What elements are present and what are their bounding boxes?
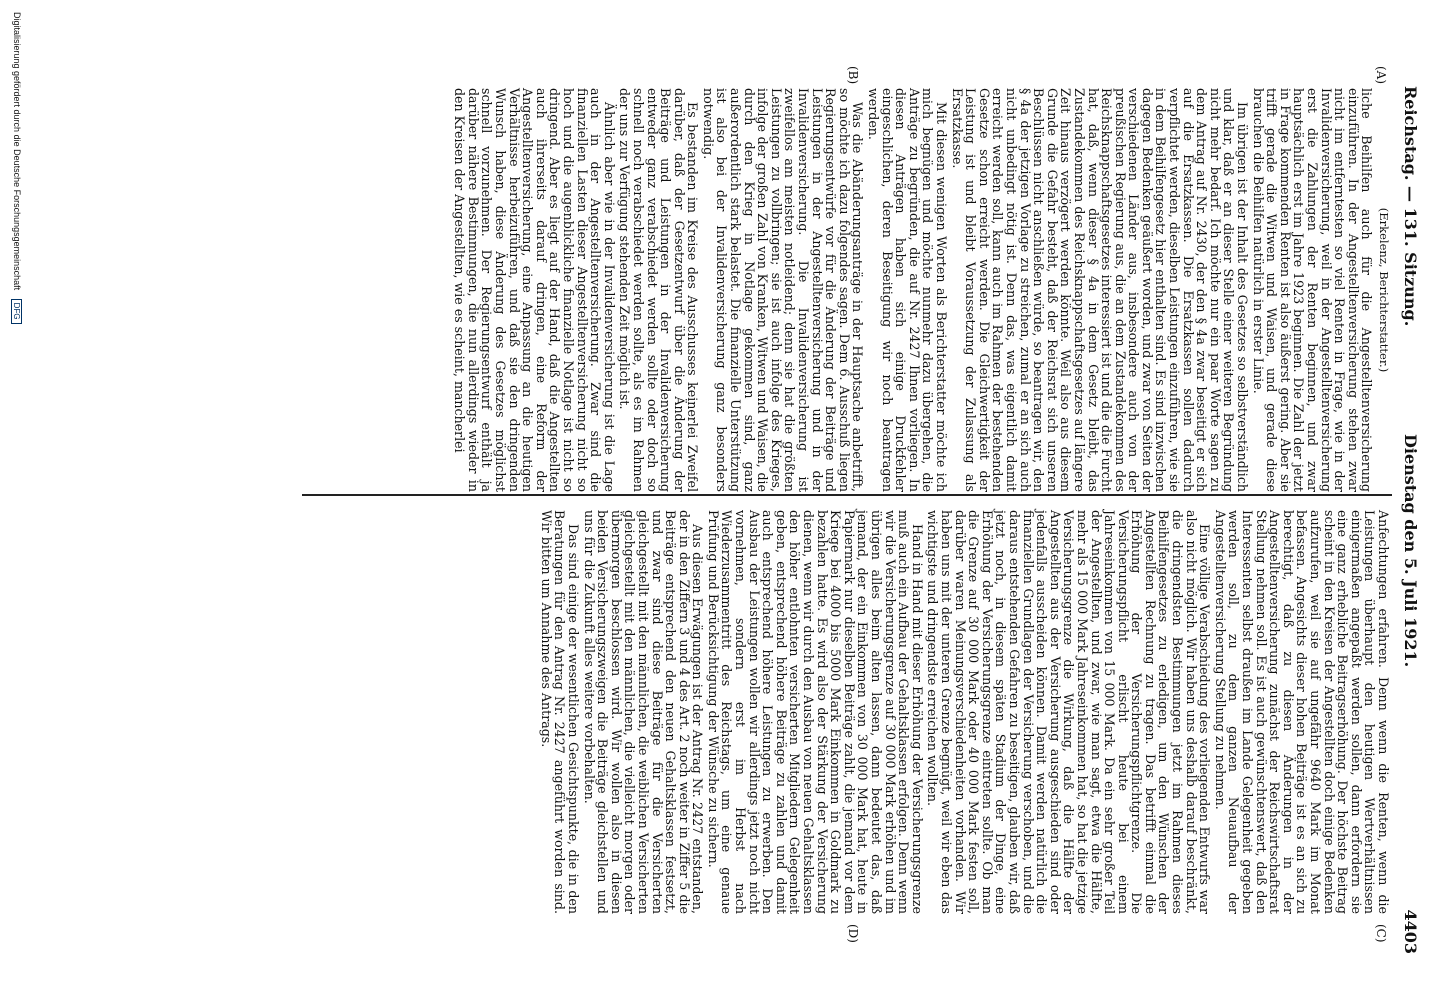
margin-marker-c: (C) [1374,924,1388,943]
footer-text: Digitalisierung gefördert durch die Deutsche Forschungsgemeinschaft [12,12,22,291]
left-column [451,88,1390,492]
margin-marker-a: (A) [1374,66,1388,85]
paragraph: Aus diesen Erwägungen ist der Antrag Nr. 2427 entstanden, der in den Ziffern 3 und 4 des Art. 2 noch weiter in Ziffer 5 die Beiträge entsprechend den neuen Gehaltsklassen festsetzt, und zwar sind diese Beiträge für die Versicherten gleichgestellt mit den männlichen, die weiblichen Versicherten gleichgestellt mit den männlichen, die vielleicht morgen oder übermorgen beschlossen wird. Wir wollen also in diesen beiden Versicherungszweigen die Beiträge gleichstellen und uns für die Zukunft alles weitere vorbehalten. [581,510,706,914]
dfg-logo: DFG [11,299,22,324]
paragraph: Anfechtungen erfahren. Denn wenn die Renten, wenn die Leistungen überhaupt den heutigen Wertverhältnissen einigermaßen angepaßt werden sollen, dann erfordern sie eine ganz erhebliche Beitragserhöhung. Der höchste Beitrag scheint in den Kreisen der Angestellten doch einige Bedenken aufzurufen, weil sie auf ungefähr 9640 Mark im Monat befassen. Angesichts dieser hohen Beiträge ist es an sich zu berechtigt, daß zu diesen Änderungen in der Angestelltenversicherung zunächst der Reichswirtschaftsrat Stellung nehmen soll. Es ist auch gewünschtenswert, daß den Interessenten selbst draußen im Lande Gelegenheit gegeben werden soll, zu dem ganzen Neuaufbau der Angestelltenversicherung Stellung zu nehmen. [1212,510,1391,914]
paragraph: Hand in Hand mit dieser Erhöhung der Versicherungsgrenze muß auch ein Aufbau der Gehaltsklassen erfolgen. Denn wenn wir die Versicherungsgrenze auf 30 000 Mark erhöhen und im übrigen alles beim alten lassen, dann bedeutet das, daß jemand, der ein Einkommen von 30 000 Mark hat, heute in Papiermark nur dieselben Beiträge zahlt, die jemand vor dem Kriege bei 4000 bis 5000 Mark Einkommen in Goldmark zu bezahlen hatte. Es wird also der Stärkung der Versicherung dienen, wenn wir durch den Ausbau von neuen Gehaltsklassen den höher entlohnten versicherten Mitgliedern Gelegenheit geben, entsprechend höhere Beiträge zu zahlen und damit auch entsprechend höhere Leistungen zu erwerben. Den Ausbau der Leistungen wollen wir allerdings jetzt noch nicht vornehmen, sondern erst im Herbst nach Wiederzusammentritt des Reichstags, um eine genaue Prüfung und Berücksichtigung der Wünsche zu sichern. [705,510,925,914]
page-header [1398,86,1426,954]
margin-marker-d: (D) [846,924,860,943]
paragraph: Mit diesen wenigen Worten als Berichterstatter möchte ich mich begnügen und möchte nunmehr dazu übergehen, die Anträge zu begründen, die auf Nr. 2427 Ihnen vorliegen. In diesen Anträgen haben sich einige Druckfehler eingeschlichen, deren Beseitigung wir noch beantragen werden. [866,88,949,492]
paragraph: Ähnlich aber wie in der Invalidenversicherung ist die Lage auch in der Angestelltenversicherung. Zwar sind die finanziellen Lasten dieser Angestelltenversicherung nicht so hoch und die augenblickliche finanzielle Notlage ist nicht so dringend. Aber es liegt auf der Hand, daß die Angestellten auch ihrerseits darauf dringen, eine Reform der Angestelltenversicherung, eine Anpassung an die heutigen Verhältnisse herbeizuführen, und daß sie den dringenden Wunsch haben, diese Änderung des Gesetzes möglichst schnell vorzunehmen. Der Regierungsentwurf enthält ja darüber nähere Bestimmungen, die nun allerdings wieder in den Kreisen der Angestellten, wie es scheint, mancherlei [452,88,617,492]
paragraph: liche Beihilfen auch für die Angestelltenversicherung einzuführen. In der Angestelltenversicherung stehen zwar nicht im entferntesten so viel Renten in Frage, wie in der Invalidenversicherung, weil in der Angestelltenversicherung erst die Zahlungen der Renten beginnen, und zwar hauptsächlich erst im Jahre 1923 beginnen. Die Zahl der jetzt in Frage kommenden Renten ist also äußerst gering. Aber sie trifft gerade die Witwen und Waisen, und gerade diese brauchen die Beihilfen natürlich in erster Linie. [1250,88,1375,492]
header-title: Reichstag. — 131. Sitzung. [1401,86,1420,327]
header-date: Dienstag den 5. Juli 1921. [1401,434,1420,668]
paragraph: Das sind einige der wesentlichen Gesichtspunkte, die in den Beratungen für den Antrag Nr. 2427 angeführt worden sind. Wir bitten um Annahme des Antrags. [538,510,581,914]
paragraph: Es bestanden im Kreise des Ausschusses keinerlei Zweifel darüber, daß der Gesetzentwurf über die Änderung der Beiträge und Leistungen in der Invalidenversicherung entweder ganz verabschiedet werden sollte oder doch so schnell noch verabschiedet werden sollte, als es im Rahmen der uns zur Verfügung stehenden Zeit möglich ist. [617,88,701,492]
page-number: 4403 [1401,909,1420,954]
speaker-heading: (Erkelenz, Berichterstatter.) [1377,207,1391,373]
paragraph: Was die Abänderungsanträge in der Hauptsache anbetrifft, so möchte ich dazu folgendes sagen. Dem 6. Ausschuß liegen Regierungsentwürfe vor für die Änderung der Beiträge und Leistungen in der Angestelltenversicherung und in der Invalidenversicherung. Die Invalidenversicherung ist zweifellos am meisten notleidend; denn sie hat die größten Leistungen zu vollbringen; sie ist auch infolge des Krieges, infolge der großen Zahl von Kranken, Witwen und Waisen, die durch den Krieg in Notlage gekommen sind, ganz außerordentlich stark belastet. Die finanzielle Unterstützung ist also bei der Invalidenversicherung ganz besonders notwendig. [700,88,866,492]
paragraph: Eine völlige Verabschiedung des vorliegenden Entwurfs war also nicht möglich. Wir haben uns deshalb darauf beschränkt, die dringendsten Bestimmungen jetzt im Rahmen dieses Beihilfengesetzes zu erledigen, um den Wünschen der Angestellten Rechnung zu tragen. Das betrifft einmal die Erhöhung der Versicherungspflichtgrenze. Die Versicherungspflicht erlischt heute bei einem Jahreseinkommen von 15 000 Mark. Da ein sehr großer Teil der Angestellten, und zwar, wie man sagt, etwa die Hälfte, mehr als 15 000 Mark Jahreseinkommen hat, so hat die jetzige Versicherungsgrenze die Wirkung, daß die Hälfte der Angestellten aus der Versicherung ausgeschieden sind oder jedenfalls ausscheiden können. Damit werden natürlich die finanziellen Grundlagen der Versicherung verschoben, und die daraus entstehenden Gefahren zu beseitigen, glauben wir, daß jetzt noch, in diesem späten Stadium der Dinge, eine Erhöhung der Versicherungsgrenze eintreten sollte. Ob man die Grenze auf 30 000 Mark oder 40 000 Mark festen soll, darüber waren Meinungsverschiedenheiten vorhanden. Wir haben uns mit der unteren Grenze begnügt, weil wir eben das wichtigste und dringendste erreichen wollten. [925,510,1213,914]
digitization-footer [11,12,22,324]
margin-marker-b: (B) [846,66,860,85]
paragraph: Im übrigen ist der Inhalt des Gesetzes so selbstverständlich und klar, daß er an dieser Stelle einer weiteren Begründung nicht mehr bedarf. Ich möchte nur ein paar Worte sagen zu dem Antrag auf Nr. 2430, der den § 4a zwar beseitigt er sich auf die Ersatzkassen. Die Ersatzkassen sollen dadurch verpflichtet werden, dieselben Leistungen einzuführen, wie sie in dem Beihilfengesetz hier enthalten sind. Es sind inzwischen dagegen Bedenken geäußert worden, und zwar von Seiten der verschiedenen Länder aus, insbesondere auch von der preußischen Regierung aus, die an dem Zustandekommen des Reichsknappschaftsgesetzes interessiert ist und die die Furcht hat, daß, wenn dieser § 4a in dem Gesetz bleibt, das Zustandekommen des Reichsknappschaftsgesetzes auf längere Zeit hinaus verzögert werden könnte. Weil also aus diesem Grunde die Gefahr besteht, daß der Reichsrat sich unseren Beschlüssen nicht anschließen würde, so beantragen wir, den § 4a der jetzigen Vorlage zu streichen, zumal er an sich auch nicht unbedingt nötig ist. Denn das, was eigentlich damit erreicht werden soll, kann auch im Rahmen der bestehenden Gesetze schon erreicht werden. Die Gleichwertigkeit der Leistung ist und bleibt Voraussetzung der Zulassung als Ersatzkasse. [949,88,1251,492]
right-column [537,510,1390,914]
column-divider [302,494,1392,496]
